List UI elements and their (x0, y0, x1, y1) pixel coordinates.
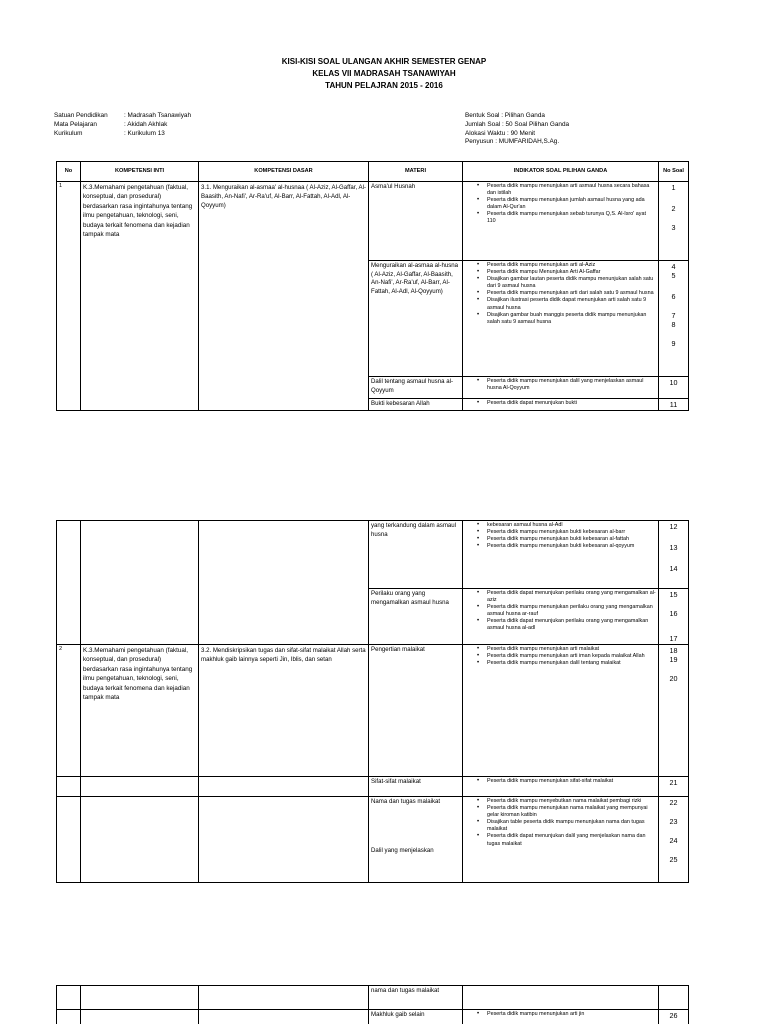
indikator-cell (463, 797, 659, 883)
no-soal: 8 (671, 320, 676, 329)
table-row (57, 1010, 689, 1024)
no-soal: 25 (669, 855, 678, 864)
indikator-item: • Peserta didik mampu menunjukan bukti kebesaran al-fattah (465, 536, 656, 543)
kompetensi-dasar: 3.1. Menguraikan al-asmaa' al-husnaa ( Al-Aziz, Al-Gaffar, Al-Baasith, An-Nafi', Ar-Ra'uf, Al-Barr, Al-Fattah, Al-Adl, Al-Qoyyum) (199, 182, 369, 411)
table-row (57, 182, 689, 261)
materi-cell: Bukti kebesaran Allah (369, 399, 463, 411)
no-soal-cell (659, 261, 689, 377)
no-soal: 22 (669, 798, 678, 807)
row-number-empty (57, 797, 81, 883)
ki-empty (81, 797, 199, 883)
meta-right (465, 112, 569, 147)
no-soal: 9 (671, 339, 676, 348)
indikator-cell (463, 1010, 659, 1024)
kompetensi-inti: K.3.Memahami pengetahuan (faktual, konseptual, dan prosedural) berdasarkan rasa ingintahunya tentang ilmu pengetahuan, teknologi, seni, budaya terkait fenomena dan kejadian tampak mata (81, 182, 199, 411)
indikator-item: • Peserta didik mampu menunjukan sebab turunya Q,S. Al-Isro' ayat 110 (465, 211, 656, 225)
indikator-item: • Disajikan gambar buah manggis peserta didik mampu menunjukan salah satu 9 asmaul husna (465, 312, 656, 326)
no-soal-cell (659, 182, 689, 261)
row-number: 2 (57, 645, 81, 777)
meta-value: : Madrasah Tsanawiyah (124, 112, 192, 119)
no-soal: 5 (671, 271, 676, 280)
indikator-cell (463, 261, 659, 377)
table-row (57, 521, 689, 589)
no-soal: 7 (671, 311, 676, 320)
no-soal-cell (659, 521, 689, 589)
indikator-item: • Peserta didik mampu menunjukan bukti kebesaran al-barr (465, 529, 656, 536)
table-row (57, 645, 689, 777)
kd-empty (199, 1010, 369, 1024)
no-soal-cell (659, 377, 689, 399)
no-soal: 19 (669, 655, 678, 664)
indikator-cell (463, 377, 659, 399)
no-soal: 10 (669, 378, 678, 387)
row-number-empty (57, 986, 81, 1010)
indikator-cell (463, 777, 659, 797)
indikator-item: • Peserta didik mampu menunjukan bukti kebesaran al-qoyyum (465, 543, 656, 550)
col-header-indikator: INDIKATOR SOAL PILIHAN GANDA (463, 162, 659, 182)
materi-cell: Pengertian malaikat (369, 645, 463, 777)
no-soal: 24 (669, 836, 678, 845)
indikator-item: • Peserta didik mampu menyebutkan nama malaikat pembagi rizki (465, 798, 656, 805)
no-soal: 18 (669, 646, 678, 655)
table-row (57, 797, 689, 883)
meta-value: : Akidah Akhlak (124, 120, 168, 128)
no-soal: 20 (669, 674, 678, 683)
kd-empty (199, 986, 369, 1010)
indikator-item: • Peserta didik mampu Menunjukan Arti Al-Gaffar (465, 269, 656, 276)
ki-empty (81, 521, 199, 645)
col-header-no-soal: No Soal (659, 162, 689, 182)
kd-empty (199, 521, 369, 645)
no-soal: 13 (669, 543, 678, 552)
col-header-ki: KOMPETENSI INTI (81, 162, 199, 182)
no-soal: 4 (671, 262, 676, 271)
kisi-table-page2 (56, 520, 689, 883)
row-number-empty (57, 521, 81, 645)
indikator-item: • Peserta didik dapat menunjukan perilaku orang yang mengamalkan asmaul husna al-adl (465, 618, 656, 632)
materi-text: Nama dan tugas malaikat (371, 798, 441, 805)
indikator-item: • Disajikan ilustrasi peserta didik dapat menunjukan arti salah satu 9 asmaul husna (465, 297, 656, 311)
indikator-item: • Peserta didik mampu menunjukan arti iman kepada malaikat Allah (465, 653, 656, 660)
no-soal: 15 (669, 590, 678, 599)
meta-key: Kurikulum (54, 129, 83, 137)
kd-empty (199, 797, 369, 883)
meta-line: Alokasi Waktu : 90 Menit (465, 129, 536, 137)
no-soal: 16 (669, 609, 678, 618)
meta-value: : Kurikulum 13 (124, 129, 165, 137)
indikator-item: • Disajikan gambar lautan peserta didik mampu menunjukan salah satu dari 9 asmaul husna (465, 276, 656, 290)
indikator-item: • Disajikan table peserta didik mampu menunjukan nama dan tugas malaikat (465, 819, 656, 833)
indikator-cell (463, 182, 659, 261)
materi-cell: Menguraikan al-asmaa al-husna ( Al-Aziz, Al-Gaffar, Al-Baasith, An-Nafi', Ar-Ra'uf, Al-Barr, Al-Fattah, Al-Adl, Al-Qoyyum) (369, 261, 463, 377)
no-soal: 17 (669, 634, 678, 643)
no-soal: 6 (671, 292, 676, 301)
row-number: 1 (57, 182, 81, 411)
indikator-item: • Peserta didik mampu menunjukan sifat-sifat malaikat (465, 778, 656, 785)
indikator-item: • Peserta didik mampu menunjukan arti malaikat (465, 646, 656, 653)
indikator-item: • Peserta didik dapat menunjukan bukti (465, 400, 656, 407)
materi-cell: Asma'ul Husnah (369, 182, 463, 261)
document-subtitle-year: TAHUN PELAJRAN 2015 - 2016 (325, 81, 443, 90)
table-row (57, 777, 689, 797)
meta-left (54, 112, 191, 138)
no-soal: 12 (669, 522, 678, 531)
indikator-cell (463, 589, 659, 645)
indikator-item: • Peserta didik mampu menunjukan nama malaikat yang mempunyai gelar kiroman katibin (465, 805, 656, 819)
indikator-cell (463, 521, 659, 589)
ki-empty (81, 777, 199, 797)
no-soal: 14 (669, 564, 678, 573)
table-row (57, 986, 689, 1010)
indikator-cell (463, 399, 659, 411)
kisi-table-page1 (56, 161, 689, 411)
materi-cell (369, 797, 463, 883)
indikator-item: • Peserta didik dapat menunjukan dalil yang menjelaskan nama dan tugas malaikat (465, 833, 656, 847)
materi-cell: yang terkandung dalam asmaul husna (369, 521, 463, 589)
indikator-item: • Peserta didik mampu menunjukan arti jin (465, 1011, 656, 1018)
no-soal: 21 (669, 778, 678, 787)
indikator-cell (463, 645, 659, 777)
document-title: KISI-KISI SOAL ULANGAN AKHIR SEMESTER GENAP (281, 57, 487, 66)
no-soal-cell (659, 645, 689, 777)
indikator-empty (463, 986, 659, 1010)
meta-key: Satuan Pendidikan (54, 112, 108, 119)
no-soal: 11 (669, 400, 678, 409)
indikator-item: • Peserta didik dapat menunjukan perilaku orang yang mengamalkan al-aziz (465, 590, 656, 604)
no-soal: 1 (671, 183, 676, 192)
materi-cell: Dalil tentang asmaul husna al-Qoyyum (369, 377, 463, 399)
materi-cell: Sifat-sifat malaikat (369, 777, 463, 797)
meta-key: Mata Pelajaran (54, 120, 97, 128)
materi-cell: Makhluk gaib selain (369, 1010, 463, 1024)
no-soal: 2 (671, 204, 676, 213)
indikator-item: • Peserta didik mampu menunjukan perilaku orang yang mengamalkan asmaul husna ar-rauf (465, 604, 656, 618)
materi-cell: Perilaku orang yang mengamalkan asmaul husna (369, 589, 463, 645)
no-soal-cell (659, 797, 689, 883)
col-header-materi: MATERI (369, 162, 463, 182)
kisi-table-page3 (56, 985, 689, 1024)
ki-empty (81, 1010, 199, 1024)
row-number-empty (57, 1010, 81, 1024)
indikator-item: • Peserta didik mampu menunjukan jumlah asmaul husna yang ada dalam Al-Qur'an (465, 197, 656, 211)
document-subtitle-class: KELAS VII MADRASAH TSANAWIYAH (312, 69, 456, 78)
no-soal-empty (659, 986, 689, 1010)
indikator-item: • Peserta didik mampu menunjukan dalil tentang malaikat (465, 660, 656, 667)
meta-line: Penyusun : MUMFARIDAH,S.Ag. (465, 138, 560, 146)
no-soal-cell (659, 589, 689, 645)
indikator-item: • kebesaran asmaul husna al-Adl (465, 522, 656, 529)
col-header-kd: KOMPETENSI DASAR (199, 162, 369, 182)
kompetensi-inti: K.3.Memahami pengetahuan (faktual, konseptual, dan prosedural) berdasarkan rasa ingintahunya tentang ilmu pengetahuan, teknologi, seni, budaya terkait fenomena dan kejadian tampak mata (81, 645, 199, 777)
materi-text: Dalil yang menjelaskan (371, 846, 434, 854)
row-number-empty (57, 777, 81, 797)
meta-line: Jumlah Soal : 50 Soal Pilihan Ganda (465, 120, 570, 128)
indikator-item: • Peserta didik mampu menunjukan arti al-Aziz (465, 262, 656, 269)
no-soal-cell (659, 777, 689, 797)
meta-line: Bentuk Soal : Pilihan Ganda (465, 112, 545, 119)
indikator-item: • Peserta didik mampu menunjukan arti dari salah satu 9 asmaul husna (465, 290, 656, 297)
no-soal: 23 (669, 817, 678, 826)
kd-empty (199, 777, 369, 797)
no-soal-cell (659, 1010, 689, 1024)
col-header-no: No (57, 162, 81, 182)
materi-cell: nama dan tugas malaikat (369, 986, 463, 1010)
no-soal: 3 (671, 223, 676, 232)
no-soal-cell (659, 399, 689, 411)
no-soal: 26 (669, 1011, 678, 1020)
indikator-item: • Peserta didik mampu menunjukan arti asmaul husna secara bahasa dan istilah (465, 183, 656, 197)
ki-empty (81, 986, 199, 1010)
kompetensi-dasar: 3.2. Mendiskripsikan tugas dan sifat-sifat malaikat Allah serta makhluk gaib lainnya seperti Jin, Iblis, dan setan (199, 645, 369, 777)
indikator-item: • Peserta didik mampu menunjukan dalil yang menjelaskan asmaul husna Al-Qoyyum (465, 378, 656, 392)
